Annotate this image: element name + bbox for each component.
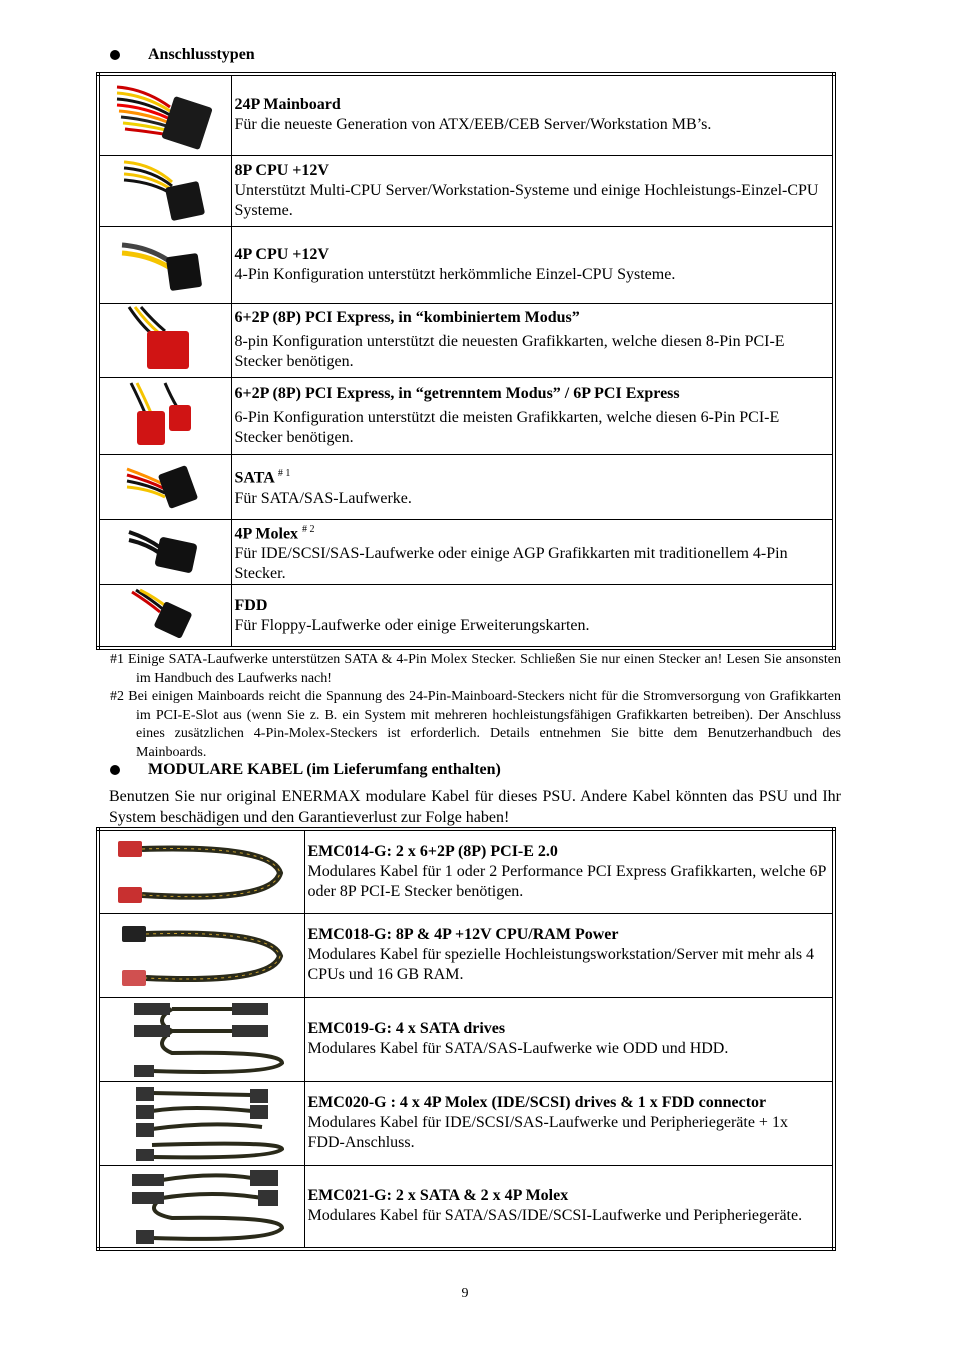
modular-cable-sata-molex-icon	[112, 1168, 292, 1244]
connector-description: 4-Pin Konfiguration unterstützt herkömmliche Einzel-CPU Systeme.	[234, 265, 676, 283]
connector-info	[231, 303, 834, 377]
cable-title: EMC020-G : 4 x 4P Molex (IDE/SCSI) drives & 1 x FDD connector	[307, 1094, 767, 1111]
connector-image-sata	[98, 454, 231, 519]
table-row	[98, 1081, 834, 1165]
connector-title: 6+2P (8P) PCI Express, in “getrenntem Modus” / 6P PCI Express	[234, 384, 680, 402]
modular-cables-table	[96, 827, 836, 1251]
connector-title: FDD	[234, 596, 268, 614]
connector-description: 6-Pin Konfiguration unterstützt die meisten Grafikkarten, welche diesen 6-Pin PCI-E Stecker benötigen.	[234, 408, 780, 446]
cable-pcie-6p-icon	[125, 381, 205, 451]
cable-description: Modulares Kabel für 1 oder 2 Performance PCI Express Grafikkarten, welche 6P oder 8P PCI-E Stecker benötigen.	[307, 862, 826, 900]
footnote-2: #2 Bei einigen Mainboards reicht die Spannung des 24-Pin-Mainboard-Steckers nicht für die Stromversorgung von Grafikkarten im PCI-E-Slot aus (wenn Sie z. B. ein System mit mehreren hochleistungsfähigen Grafikkarten betreiben). Der Anschluss eines zusätzlichen 4-Pin-Molex-Steckers ist erforderlich. Details entnehmen Sie bitte dem Benutzerhandbuch des Mainboards.	[110, 689, 841, 760]
connector-description: Für Floppy-Laufwerke oder einige Erweiterungskarten.	[234, 616, 590, 634]
connector-types-table	[96, 72, 836, 650]
cable-24p-icon	[115, 79, 215, 151]
table-row	[98, 1165, 834, 1249]
cable-description: Modulares Kabel für SATA/SAS/IDE/SCSI-Laufwerke und Peripheriegeräte.	[307, 1207, 803, 1225]
section-heading-text: MODULARE KABEL (im Lieferumfang enthalten)	[148, 761, 501, 778]
cable-image-emc018	[98, 913, 304, 997]
connector-image-8p-cpu	[98, 155, 231, 226]
section-heading-modular-cables	[110, 761, 501, 779]
table-row	[98, 303, 834, 377]
cable-info	[304, 913, 834, 997]
cable-info	[304, 829, 834, 913]
cable-4p-cpu-icon	[120, 233, 210, 297]
connector-image-24p	[98, 74, 231, 155]
footnote-1: #1 Einige SATA-Laufwerke unterstützen SATA & 4-Pin Molex Stecker. Schließen Sie nur einen Stecker an! Lesen Sie ansonsten im Handbuch des Laufwerks nach!	[110, 652, 841, 686]
connector-image-fdd	[98, 584, 231, 648]
connector-info	[231, 519, 834, 584]
table-row	[98, 584, 834, 648]
connector-image-pcie-separate	[98, 377, 231, 454]
cable-description: Modulares Kabel für SATA/SAS-Laufwerke wie ODD und HDD.	[307, 1040, 729, 1057]
table-row	[98, 997, 834, 1081]
table-row	[98, 74, 834, 155]
cable-title: EMC014-G: 2 x 6+2P (8P) PCI-E 2.0	[307, 842, 558, 860]
modular-cable-pcie-icon	[112, 837, 292, 907]
table-row	[98, 377, 834, 454]
connector-info	[231, 226, 834, 303]
table-row	[98, 226, 834, 303]
cable-molex-icon	[127, 524, 203, 580]
cable-title: EMC018-G: 8P & 4P +12V CPU/RAM Power	[307, 926, 619, 943]
cable-info	[304, 997, 834, 1081]
connector-info	[231, 74, 834, 155]
connector-info	[231, 155, 834, 226]
page-number: 9	[461, 1286, 469, 1301]
connector-info	[231, 584, 834, 648]
connector-description: Unterstützt Multi-CPU Server/Workstation-Systeme und einige Hochleistungs-Einzel-CPU Systeme.	[234, 181, 819, 219]
cable-image-emc020	[98, 1081, 304, 1165]
table-row	[98, 519, 834, 584]
table-row	[98, 913, 834, 997]
cable-info	[304, 1081, 834, 1165]
connector-title: SATA $^{\# 1}$	[234, 468, 291, 487]
connector-title: 24P Mainboard	[234, 96, 341, 114]
table-row	[98, 454, 834, 519]
connector-image-molex	[98, 519, 231, 584]
cable-sata-icon	[125, 459, 205, 515]
connector-description: Für die neueste Generation von ATX/EEB/CEB Server/Workstation MB’s.	[234, 116, 712, 134]
cable-image-emc014	[98, 829, 304, 913]
footnotes	[110, 651, 841, 762]
cable-image-emc021	[98, 1165, 304, 1249]
bullet-icon	[110, 50, 120, 60]
connector-info	[231, 454, 834, 519]
intro-paragraph: Benutzen Sie nur original ENERMAX modulare Kabel für dieses PSU. Andere Kabel könnten das PSU und Ihr System beschädigen und den Garantieverlust zur Folge haben!	[109, 788, 841, 826]
footnote-marker: # 1	[277, 468, 291, 480]
cable-description: Modulares Kabel für IDE/SCSI/SAS-Laufwerke und Peripheriegeräte + 1x FDD-Anschluss.	[307, 1114, 788, 1151]
footnote-marker: # 2	[302, 523, 315, 535]
connector-title: 4P CPU +12V	[234, 245, 329, 263]
section-heading-connectors	[110, 46, 255, 64]
connector-info	[231, 377, 834, 454]
modular-cable-molex-icon	[112, 1085, 292, 1161]
modular-cable-sata-icon	[112, 1001, 292, 1077]
connector-image-pcie-combined	[98, 303, 231, 377]
connector-description: 8-pin Konfiguration unterstützt die neuesten Grafikkarten, welche diesen 8-Pin PCI-E Stecker benötigen.	[234, 333, 785, 370]
section-heading-text: Anschlusstypen	[148, 46, 255, 63]
cable-fdd-icon	[130, 588, 200, 644]
cable-title: EMC021-G: 2 x SATA & 2 x 4P Molex	[307, 1187, 569, 1205]
cable-info	[304, 1165, 834, 1249]
table-row	[98, 829, 834, 913]
connector-title: 6+2P (8P) PCI Express, in “kombiniertem Modus”	[234, 309, 580, 326]
cable-8p-cpu-icon	[122, 158, 208, 224]
cable-image-emc019	[98, 997, 304, 1081]
connector-image-4p-cpu	[98, 226, 231, 303]
connector-title: 4P Molex $^{\# 2}$	[234, 523, 315, 542]
table-row	[98, 155, 834, 226]
connector-description: Für SATA/SAS-Laufwerke.	[234, 489, 412, 507]
cable-description: Modulares Kabel für spezielle Hochleistungsworkstation/Server mit mehr als 4 CPUs und 16 GB RAM.	[307, 946, 815, 983]
cable-title: EMC019-G: 4 x SATA drives	[307, 1020, 506, 1037]
connector-description: Für IDE/SCSI/SAS-Laufwerke oder einige AGP Grafikkarten mit traditionellem 4-Pin Stecker.	[234, 544, 788, 582]
connector-title: 8P CPU +12V	[234, 161, 329, 179]
modular-cable-cpu-icon	[112, 920, 292, 990]
cable-pcie-8p-icon	[125, 305, 205, 375]
bullet-icon	[110, 765, 120, 775]
